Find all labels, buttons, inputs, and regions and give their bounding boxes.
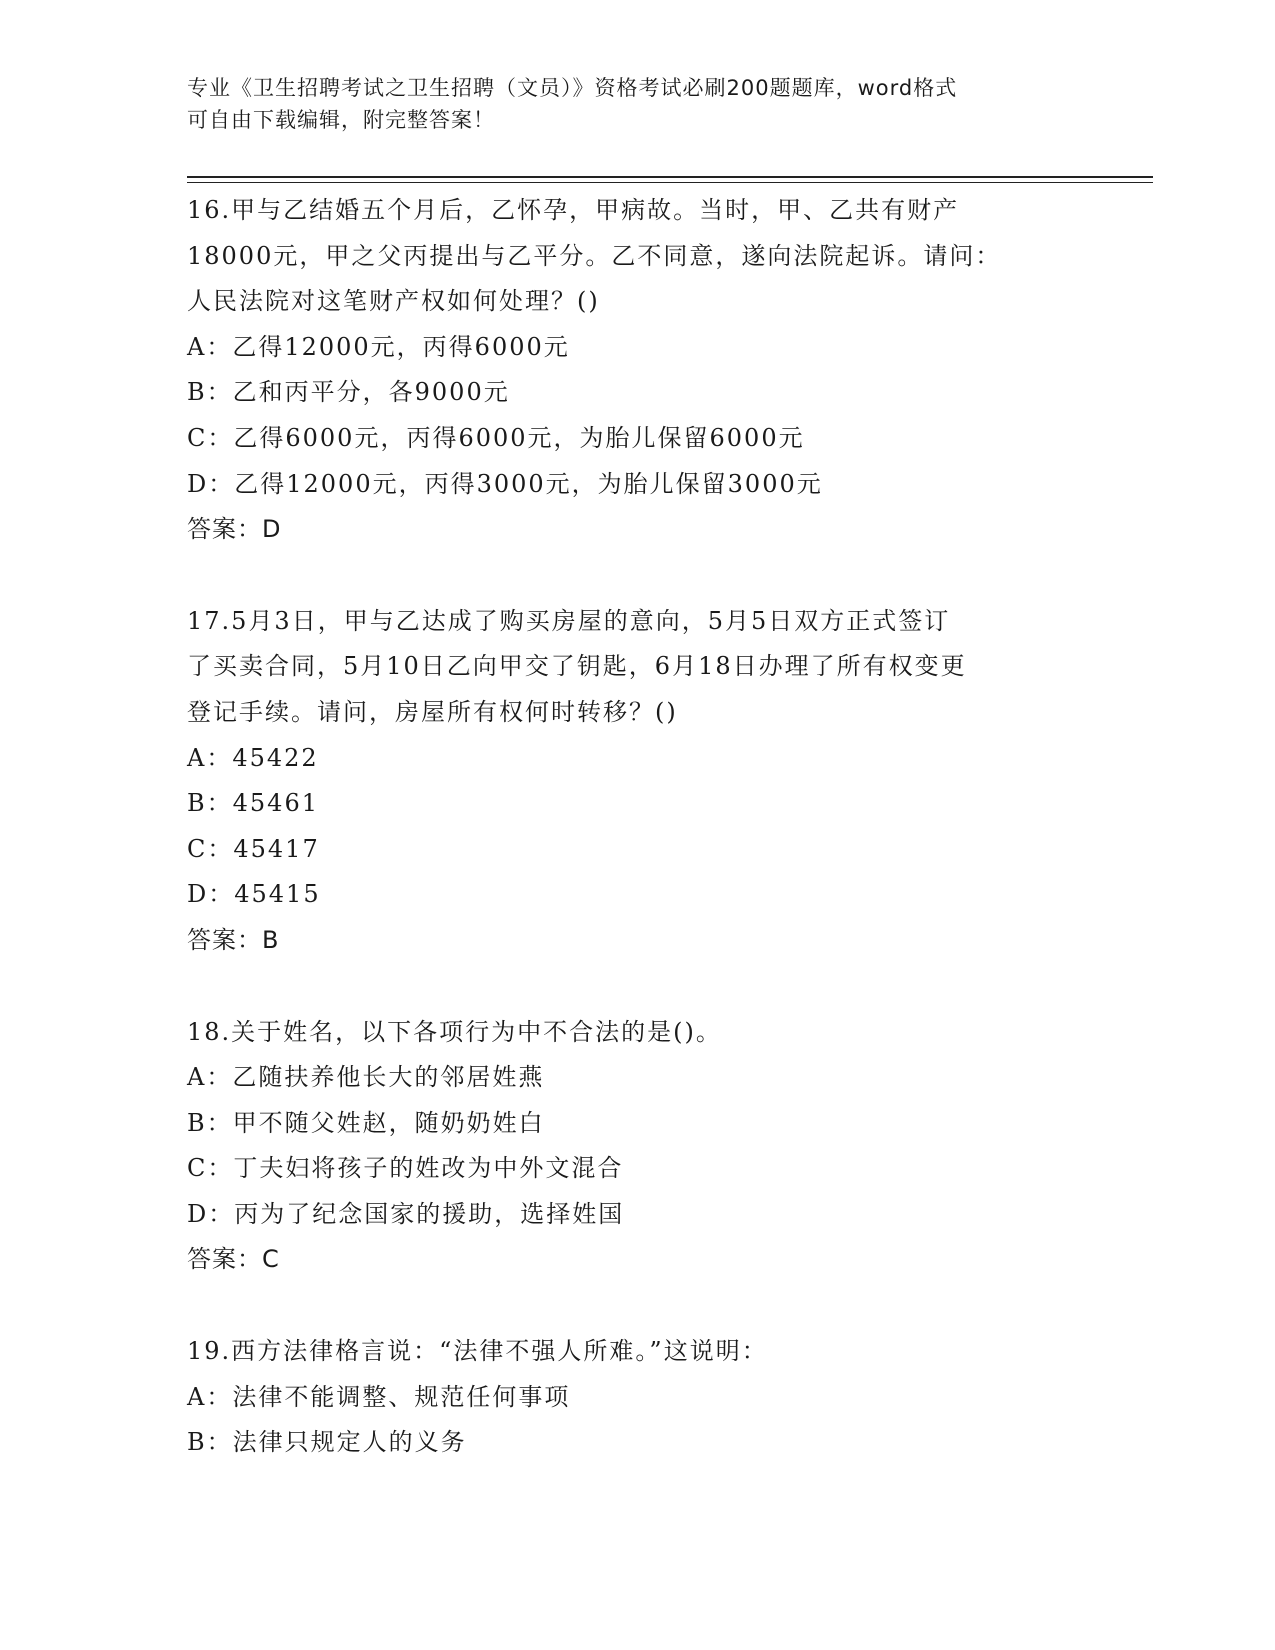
question-stem-line: 18000元，甲之父丙提出与乙平分。乙不同意，遂向法院起诉。请问： bbox=[187, 241, 1002, 270]
option-c: C：乙得6000元，丙得6000元，为胎儿保留6000元 bbox=[187, 423, 805, 452]
option-d: D：丙为了纪念国家的援助，选择姓国 bbox=[187, 1199, 625, 1228]
question-stem-line: 人民法院对这笔财产权如何处理？() bbox=[187, 287, 600, 316]
header-line-2: 可自由下载编辑，附完整答案！ bbox=[187, 108, 495, 132]
question-19 bbox=[187, 1329, 1087, 1466]
answer-line: 答案：C bbox=[187, 1245, 280, 1274]
answer-line: 答案：B bbox=[187, 925, 280, 954]
option-b: B：乙和丙平分，各9000元 bbox=[187, 378, 510, 407]
question-16 bbox=[187, 188, 1087, 553]
question-stem-line: 19.西方法律格言说：“法律不强人所难。”这说明： bbox=[187, 1337, 768, 1366]
option-c: C：丁夫妇将孩子的姓改为中外文混合 bbox=[187, 1154, 624, 1183]
option-a: A：45422 bbox=[187, 743, 319, 772]
option-b: B：甲不随父姓赵，随奶奶姓白 bbox=[187, 1108, 545, 1137]
option-b: B：法律只规定人的义务 bbox=[187, 1428, 467, 1457]
option-a: A：法律不能调整、规范任何事项 bbox=[187, 1382, 571, 1411]
question-stem-line: 了买卖合同，5月10日乙向甲交了钥匙，6月18日办理了所有权变更 bbox=[187, 652, 967, 681]
document-header bbox=[187, 72, 1067, 136]
header-line-1: 专业《卫生招聘考试之卫生招聘（文员）》资格考试必刷200题题库，word格式 bbox=[187, 76, 958, 100]
option-a: A：乙随扶养他长大的邻居姓燕 bbox=[187, 1063, 545, 1092]
question-18 bbox=[187, 1010, 1087, 1284]
question-list bbox=[187, 188, 1087, 1512]
answer-line: 答案：D bbox=[187, 515, 282, 544]
option-c: C：45417 bbox=[187, 834, 320, 863]
question-stem-line: 18.关于姓名，以下各项行为中不合法的是()。 bbox=[187, 1017, 722, 1046]
question-stem-line: 登记手续。请问，房屋所有权何时转移？() bbox=[187, 697, 678, 726]
option-d: D：45415 bbox=[187, 880, 321, 909]
header-divider-thick bbox=[187, 176, 1153, 178]
option-b: B：45461 bbox=[187, 789, 319, 818]
question-17 bbox=[187, 599, 1087, 964]
question-stem-line: 17.5月3日，甲与乙达成了购买房屋的意向，5月5日双方正式签订 bbox=[187, 606, 951, 635]
header-divider-thin bbox=[187, 182, 1153, 183]
question-stem-line: 16.甲与乙结婚五个月后，乙怀孕，甲病故。当时，甲、乙共有财产 bbox=[187, 196, 960, 224]
option-a: A：乙得12000元，丙得6000元 bbox=[187, 332, 570, 361]
option-d: D：乙得12000元，丙得3000元，为胎儿保留3000元 bbox=[187, 469, 823, 498]
